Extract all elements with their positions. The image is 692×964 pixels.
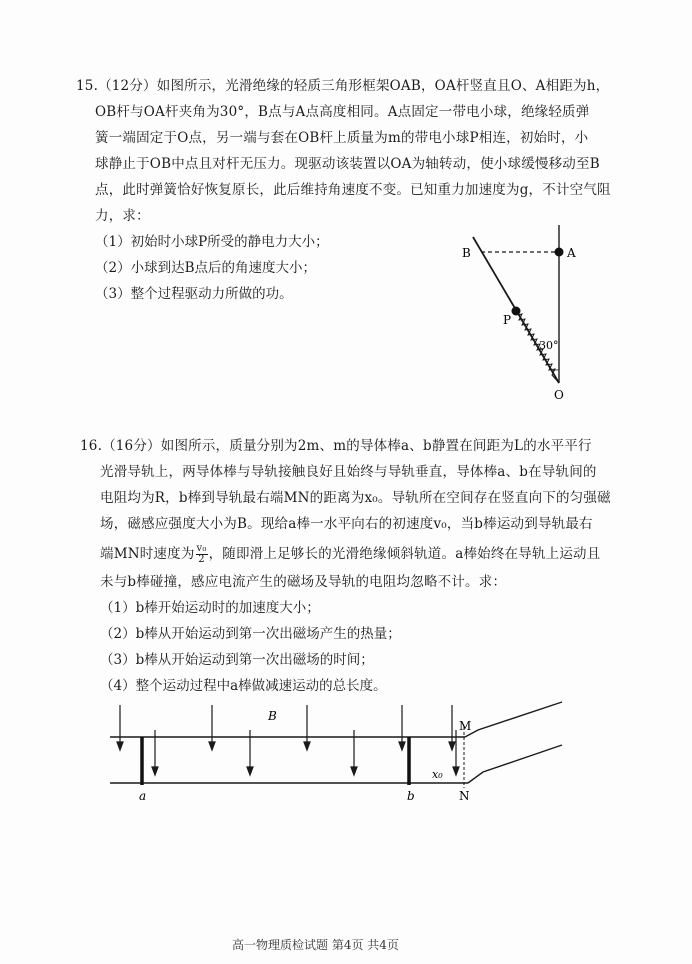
q16-line-5 [100, 544, 600, 565]
q16-line-1: 16.（16分）如图所示，质量分别为2m、m的导体棒a、b静置在间距为L的水平平行 [80, 438, 592, 454]
q15-line-2: OB杆与OA杆夹角为30°，B点与A点高度相同。A点固定一带电小球，绝缘轻质弹 [95, 104, 590, 120]
q16-sub-4: （4）整个运动过程中a棒做减速运动的总长度。 [100, 678, 387, 694]
ball-p [512, 307, 521, 316]
field-arrow [117, 705, 123, 750]
field-arrow [399, 705, 405, 750]
q16-line-6: 未与b棒碰撞，感应电流产生的磁场及导轨的电阻均忽略不计。求： [100, 574, 507, 590]
label-b: B [462, 246, 471, 260]
label-m: M [459, 719, 472, 733]
label-field-b: B [268, 709, 277, 723]
field-arrow [209, 705, 215, 750]
incline-lower [468, 745, 562, 783]
q16-sub-1: （1）b棒开始运动时的加速度大小； [100, 600, 320, 616]
q16-line-3: 电阻均为R，b棒到导轨最右端MN的距离为x₀。导轨所在空间存在竖直向下的匀强磁 [100, 490, 611, 506]
label-rod-a: a [139, 789, 147, 803]
label-o: O [554, 388, 564, 402]
label-angle: 30° [539, 339, 559, 352]
q16-sub-2: （2）b棒从开始运动到第一次出磁场产生的热量； [100, 626, 401, 642]
q16-line-5-post: ，随即滑上足够长的光滑绝缘倾斜轨道。a棒始终在导轨上运动且 [208, 546, 601, 562]
field-arrow [449, 705, 455, 750]
incline-upper [465, 702, 562, 737]
field-arrow [304, 705, 310, 750]
q15-figure [455, 225, 605, 405]
q16-figure [100, 700, 580, 810]
q16-sub-3: （3）b棒从开始运动到第一次出磁场的时间； [100, 652, 374, 668]
q15-sub-1: （1）初始时小球P所受的静电力大小； [95, 234, 329, 250]
q16-line-2: 光滑导轨上，两导体棒与导轨接触良好且始终与导轨垂直，导体棒a、b在导轨间的 [100, 464, 597, 480]
ball-a [555, 248, 564, 257]
fraction-denominator: 2 [198, 554, 205, 565]
label-p: P [503, 313, 512, 327]
q15-line-1: 15.（12分）如图所示，光滑绝缘的轻质三角形框架OAB，OA杆竖直且O、A相距为h， [76, 78, 610, 94]
fraction-numerator: v₀ [196, 543, 207, 554]
page-footer: 高一物理质检试题 第4页 共4页 [232, 938, 399, 952]
angle-arc [552, 370, 559, 371]
label-rod-b: b [407, 789, 415, 803]
label-n: N [459, 789, 470, 803]
label-a: A [567, 246, 576, 260]
q16-line-5-pre: 端MN时速度为 [100, 546, 195, 562]
q15-line-4: 球静止于OB中点且对杆无压力。现驱动该装置以OA为轴转动，使小球缓慢移动至B [95, 156, 600, 172]
q15-sub-2: （2）小球到达B点后的角速度大小； [95, 260, 317, 276]
q15-line-5: 点，此时弹簧恰好恢复原长，此后维持角速度不变。已知重力加速度为g，不计空气阻 [95, 182, 611, 198]
label-x0: x₀ [432, 768, 443, 781]
q15-sub-3: （3）整个过程驱动力所做的功。 [95, 286, 293, 302]
q16-line-4: 场，磁感应强度大小为B。现给a棒一水平向右的初速度v₀，当b棒运动到导轨最右 [100, 516, 593, 532]
q15-line-3: 簧一端固定于O点，另一端与套在OB杆上质量为m的带电小球P相连，初始时，小 [95, 130, 589, 146]
fraction-v0-over-2 [196, 544, 208, 565]
q15-line-6: 力，求： [95, 208, 150, 224]
